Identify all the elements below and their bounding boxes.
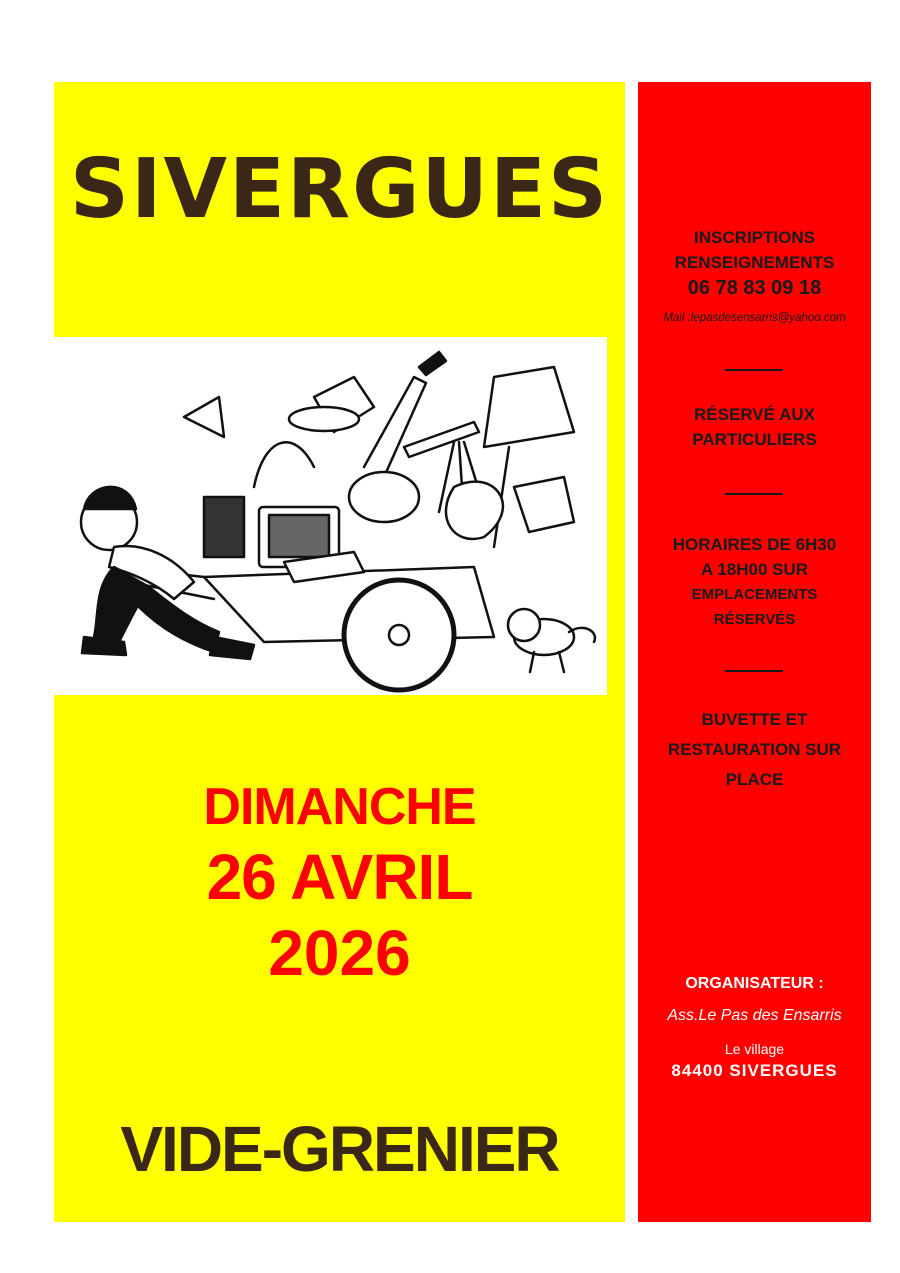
hours-section xyxy=(638,532,871,632)
divider-2 xyxy=(725,493,783,495)
event-day: DIMANCHE xyxy=(203,778,476,836)
hours-line-4: RÉSERVÉS xyxy=(713,611,796,628)
event-year: 2026 xyxy=(268,917,411,989)
reserved-section xyxy=(638,402,871,452)
phone-number: 06 78 83 09 18 xyxy=(687,277,822,299)
date-block xyxy=(54,777,625,989)
email-address: Mail :lepasdesensarris@yahoo.com xyxy=(663,312,846,324)
address-town: 84400 SIVERGUES xyxy=(671,1061,838,1080)
address-line: Le village xyxy=(724,1041,785,1057)
contact-section xyxy=(638,225,871,324)
organiser-label: ORGANISATEUR : xyxy=(685,975,824,992)
organiser-section xyxy=(638,975,871,1081)
event-date: 26 AVRIL xyxy=(206,841,473,913)
bar-line-3: PLACE xyxy=(725,770,784,789)
hours-line-1: HORAIRES DE 6H30 xyxy=(672,535,837,554)
right-panel xyxy=(638,82,871,1222)
cartoon-drawing xyxy=(54,337,607,695)
town-title: SIVERGUES xyxy=(69,142,610,237)
reserved-line-1: RÉSERVÉ AUX xyxy=(694,405,815,424)
organiser-name: Ass.Le Pas des Ensarris xyxy=(667,1007,842,1024)
hours-line-3: EMPLACEMENTS xyxy=(691,586,818,603)
reserved-line-2: PARTICULIERS xyxy=(692,430,817,449)
renseignements-label: RENSEIGNEMENTS xyxy=(674,253,835,272)
divider-3 xyxy=(725,670,783,672)
inscriptions-label: INSCRIPTIONS xyxy=(694,228,815,247)
event-title: VIDE-GRENIER xyxy=(120,1113,559,1185)
bar-line-2: RESTAURATION SUR xyxy=(667,740,842,759)
wheelbarrow-illustration xyxy=(54,337,607,695)
divider-1 xyxy=(725,369,783,371)
hours-line-2: A 18H00 SUR xyxy=(700,560,809,579)
left-panel xyxy=(54,82,625,1222)
bar-line-1: BUVETTE ET xyxy=(701,710,808,729)
bar-section xyxy=(638,705,871,795)
